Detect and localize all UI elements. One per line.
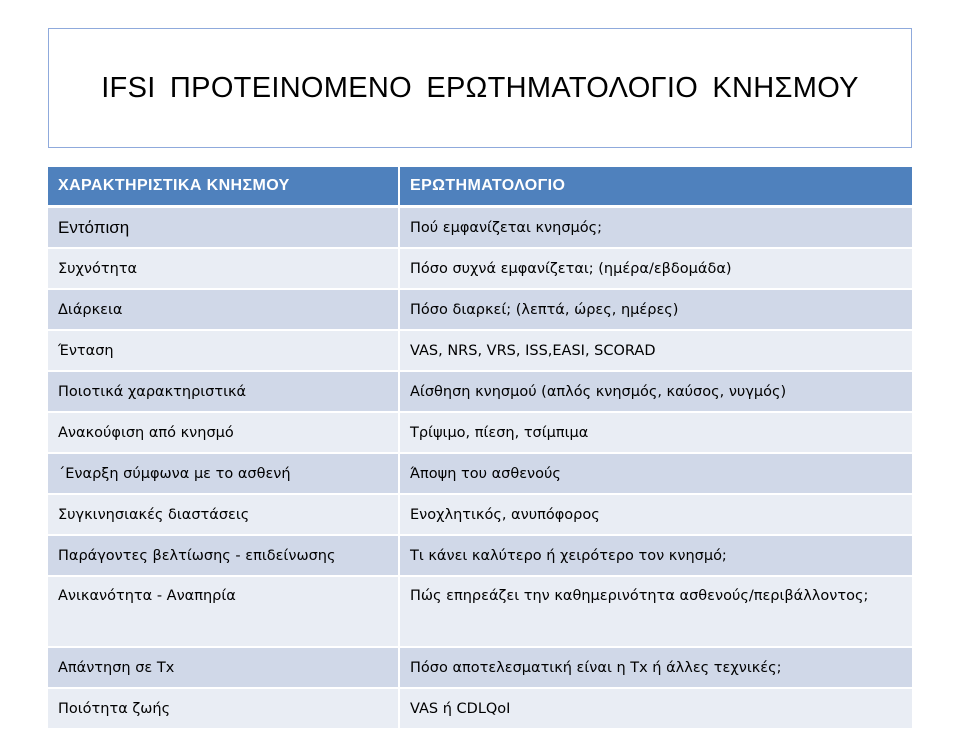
slide-title: IFSI ΠΡΟΤΕΙΝΟΜΕΝΟ ΕΡΩΤΗΜΑΤΟΛΟΓΙΟ ΚΝΗΣΜΟΥ	[101, 71, 859, 104]
characteristic-cell: Απάντηση σε Tx	[48, 647, 399, 688]
column-header-characteristics: ΧΑΡΑΚΤΗΡΙΣΤΙΚΑ ΚΝΗΣΜΟΥ	[48, 167, 399, 207]
table-row	[48, 494, 912, 535]
question-cell: Πόσο αποτελεσματική είναι η Tx ή άλλες τεχνικές;	[399, 647, 912, 688]
table-row	[48, 207, 912, 249]
characteristic-cell: Παράγοντες βελτίωσης - επιδείνωσης	[48, 535, 399, 576]
question-cell: Πώς επηρεάζει την καθημερινότητα ασθενούς/περιβάλλοντος;	[399, 576, 912, 647]
question-cell: VAS, NRS, VRS, ISS,EASI, SCORAD	[399, 330, 912, 371]
question-cell: Τι κάνει καλύτερο ή χειρότερο τον κνησμό;	[399, 535, 912, 576]
questionnaire-table	[48, 167, 912, 730]
question-cell: Πού εμφανίζεται κνησμός;	[399, 207, 912, 249]
question-cell: VAS ή CDLQoI	[399, 688, 912, 729]
characteristic-cell: Εντόπιση	[48, 207, 399, 249]
characteristic-cell: Ένταση	[48, 330, 399, 371]
characteristic-cell: Ανικανότητα - Αναπηρία	[48, 576, 399, 647]
characteristic-cell: Διάρκεια	[48, 289, 399, 330]
table-row	[48, 535, 912, 576]
question-cell: Άποψη του ασθενούς	[399, 453, 912, 494]
table-row	[48, 647, 912, 688]
characteristic-cell: Ποιοτικά χαρακτηριστικά	[48, 371, 399, 412]
question-cell: Τρίψιμο, πίεση, τσίμπιμα	[399, 412, 912, 453]
question-cell: Αίσθηση κνησμού (απλός κνησμός, καύσος, νυγμός)	[399, 371, 912, 412]
table-row	[48, 453, 912, 494]
characteristic-cell: ΄Εναρξη σύμφωνα με το ασθενή	[48, 453, 399, 494]
table-row	[48, 371, 912, 412]
table-row	[48, 688, 912, 729]
characteristic-cell: Συχνότητα	[48, 248, 399, 289]
title-box	[48, 28, 912, 148]
table-row	[48, 248, 912, 289]
table-row	[48, 289, 912, 330]
table-row	[48, 576, 912, 647]
characteristic-cell: Ανακούφιση από κνησμό	[48, 412, 399, 453]
table-row	[48, 412, 912, 453]
questionnaire-table-container	[48, 167, 912, 730]
question-cell: Πόσο διαρκεί; (λεπτά, ώρες, ημέρες)	[399, 289, 912, 330]
question-cell: Πόσο συχνά εμφανίζεται; (ημέρα/εβδομάδα)	[399, 248, 912, 289]
table-header-row	[48, 167, 912, 207]
characteristic-cell: Συγκινησιακές διαστάσεις	[48, 494, 399, 535]
column-header-questionnaire: ΕΡΩΤΗΜΑΤΟΛΟΓΙΟ	[399, 167, 912, 207]
question-cell: Ενοχλητικός, ανυπόφορος	[399, 494, 912, 535]
table-row	[48, 330, 912, 371]
characteristic-cell: Ποιότητα ζωής	[48, 688, 399, 729]
